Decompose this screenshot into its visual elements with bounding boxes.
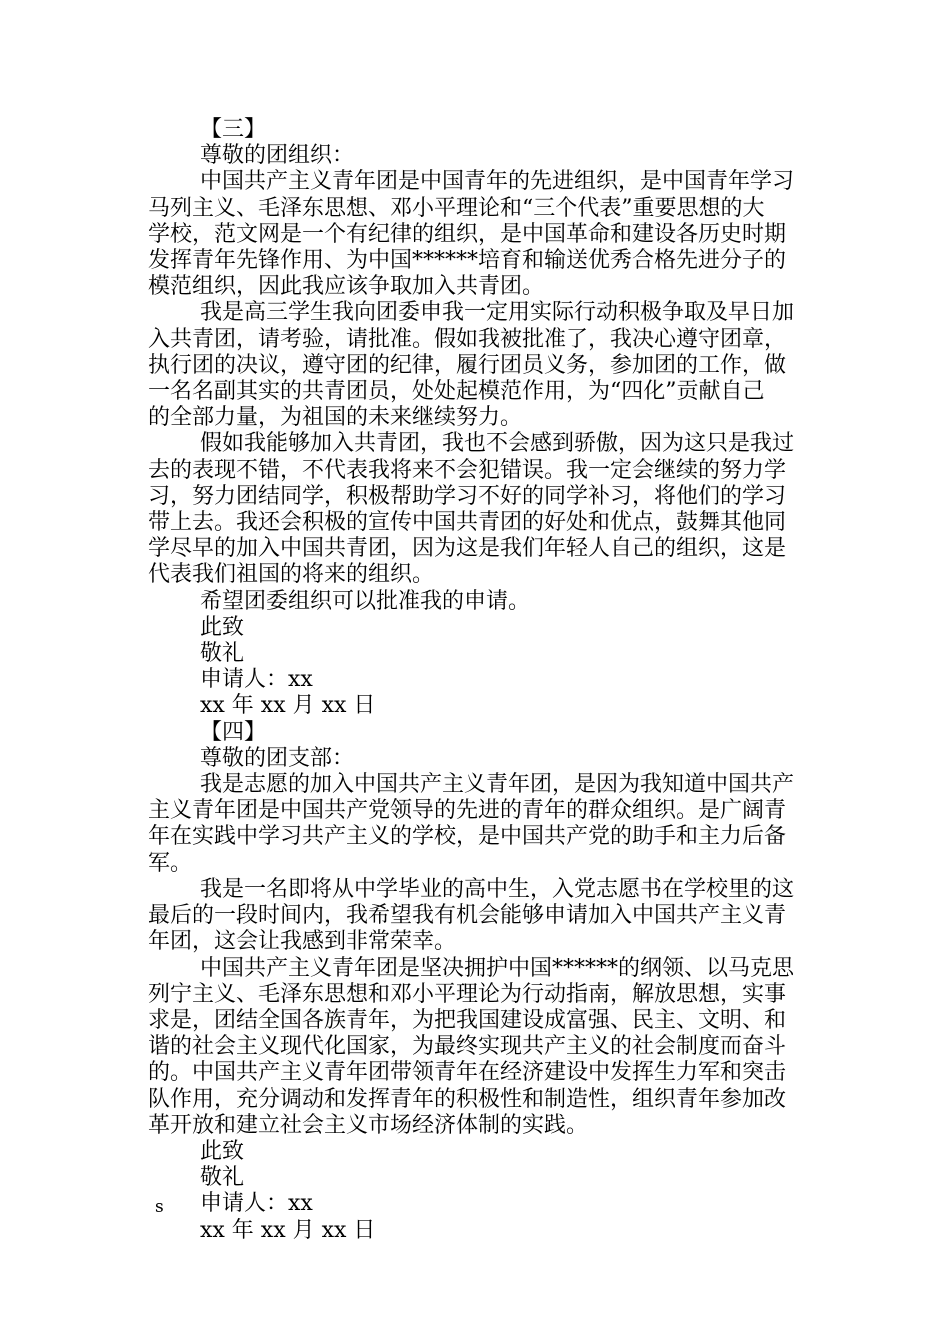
section4-paragraphs <box>148 772 808 1139</box>
paragraph-line: 我是一名即将从中学毕业的高中生，入党志愿书在学校里的这 <box>200 876 795 902</box>
date-line: xx 年 xx 月 xx 日 <box>200 1217 376 1243</box>
closing-line-2: 敬礼 <box>200 641 245 667</box>
paragraph-line: 列宁主义、毛泽东思想和邓小平理论为行动指南，解放思想，实事 <box>148 981 787 1007</box>
paragraph-line: 队作用，充分调动和发挥青年的积极性和制造性，组织青年参加改 <box>148 1086 787 1112</box>
paragraph-line: 我是高三学生我向团委申我一定用实际行动积极争取及早日加 <box>200 300 795 326</box>
section-heading: 【四】 <box>200 719 267 745</box>
section3-paragraphs <box>148 169 808 614</box>
paragraph-line: 最后的一段时间内，我希望我有机会能够申请加入中国共产主义青 <box>148 903 787 929</box>
paragraph-line: 中国共产主义青年团是坚决拥护中国******的纲领、以马克思 <box>200 955 795 981</box>
paragraph-line: 发挥青年先锋作用、为中国******培育和输送优秀合格先进分子的 <box>148 248 787 274</box>
paragraph-line: 求是，团结全国各族青年，为把我国建设成富强、民主、文明、和 <box>148 1007 787 1033</box>
paragraph-line: 执行团的决议，遵守团的纪律，履行团员义务，参加团的工作，做 <box>148 352 787 378</box>
closing-line-2: 敬礼 <box>200 1165 245 1191</box>
paragraph <box>148 300 808 431</box>
paragraph-line: 主义青年团是中国共产党领导的先进的青年的群众组织。是广阔青 <box>148 798 787 824</box>
paragraph-line: 学尽早的加入中国共青团，因为这是我们年轻人自己的组织，这是 <box>148 536 787 562</box>
applicant-line: 申请人：xx <box>200 1191 313 1217</box>
paragraph <box>148 956 808 1139</box>
paragraph-line: 革开放和建立社会主义市场经济体制的实践。 <box>148 1112 589 1138</box>
paragraph-line: 谐的社会主义现代化国家，为最终实现共产主义的社会制度而奋斗 <box>148 1034 787 1060</box>
date-line: xx 年 xx 月 xx 日 <box>200 693 376 719</box>
paragraph-line: 带上去。我还会积极的宣传中国共青团的好处和优点，鼓舞其他同 <box>148 510 787 536</box>
paragraph <box>148 772 808 877</box>
paragraph-line: 代表我们祖国的将来的组织。 <box>148 562 435 588</box>
paragraph-line: 一名名副其实的共青团员，处处起模范作用，为“四化”贡献自己 <box>148 379 765 405</box>
paragraph-line: 我是志愿的加入中国共产主义青年团，是因为我知道中国共产 <box>200 772 795 798</box>
paragraph-line: 年团，这会让我感到非常荣幸。 <box>148 929 457 955</box>
paragraph-line: 模范组织，因此我应该争取加入共青团。 <box>148 274 545 300</box>
footer-mark: s <box>155 1197 164 1217</box>
paragraph <box>148 589 808 615</box>
paragraph-line: 入共青团，请考验，请批准。假如我被批准了，我决心遵守团章， <box>148 326 787 352</box>
document-body <box>148 117 808 1244</box>
closing-line-1: 此致 <box>200 614 245 640</box>
paragraph <box>148 431 808 588</box>
paragraph-line: 去的表现不错，不代表我将来不会犯错误。我一定会继续的努力学 <box>148 457 787 483</box>
applicant-line: 申请人：xx <box>200 667 313 693</box>
paragraph <box>148 169 808 300</box>
paragraph-line: 习，努力团结同学，积极帮助学习不好的同学补习，将他们的学习 <box>148 483 787 509</box>
paragraph-line: 学校，范文网是一个有纪律的组织，是中国革命和建设各历史时期 <box>148 221 787 247</box>
paragraph-line: 中国共产主义青年团是中国青年的先进组织，是中国青年学习 <box>200 169 795 195</box>
paragraph-line: 希望团委组织可以批准我的申请。 <box>200 588 531 614</box>
paragraph-line: 的全部力量，为祖国的未来继续努力。 <box>148 405 523 431</box>
paragraph-line: 假如我能够加入共青团，我也不会感到骄傲，因为这只是我过 <box>200 431 795 457</box>
section-heading: 【三】 <box>200 117 267 142</box>
closing-line-1: 此致 <box>200 1138 245 1164</box>
paragraph <box>148 877 808 956</box>
salutation: 尊敬的团支部： <box>200 745 355 771</box>
paragraph-line: 年在实践中学习共产主义的学校，是中国共产党的助手和主力后备 <box>148 824 787 850</box>
paragraph-line: 马列主义、毛泽东思想、邓小平理论和“三个代表”重要思想的大 <box>148 195 765 221</box>
paragraph-line: 军。 <box>148 850 193 876</box>
salutation: 尊敬的团组织： <box>200 143 355 169</box>
paragraph-line: 的。中国共产主义青年团带领青年在经济建设中发挥生力军和突击 <box>148 1060 787 1086</box>
